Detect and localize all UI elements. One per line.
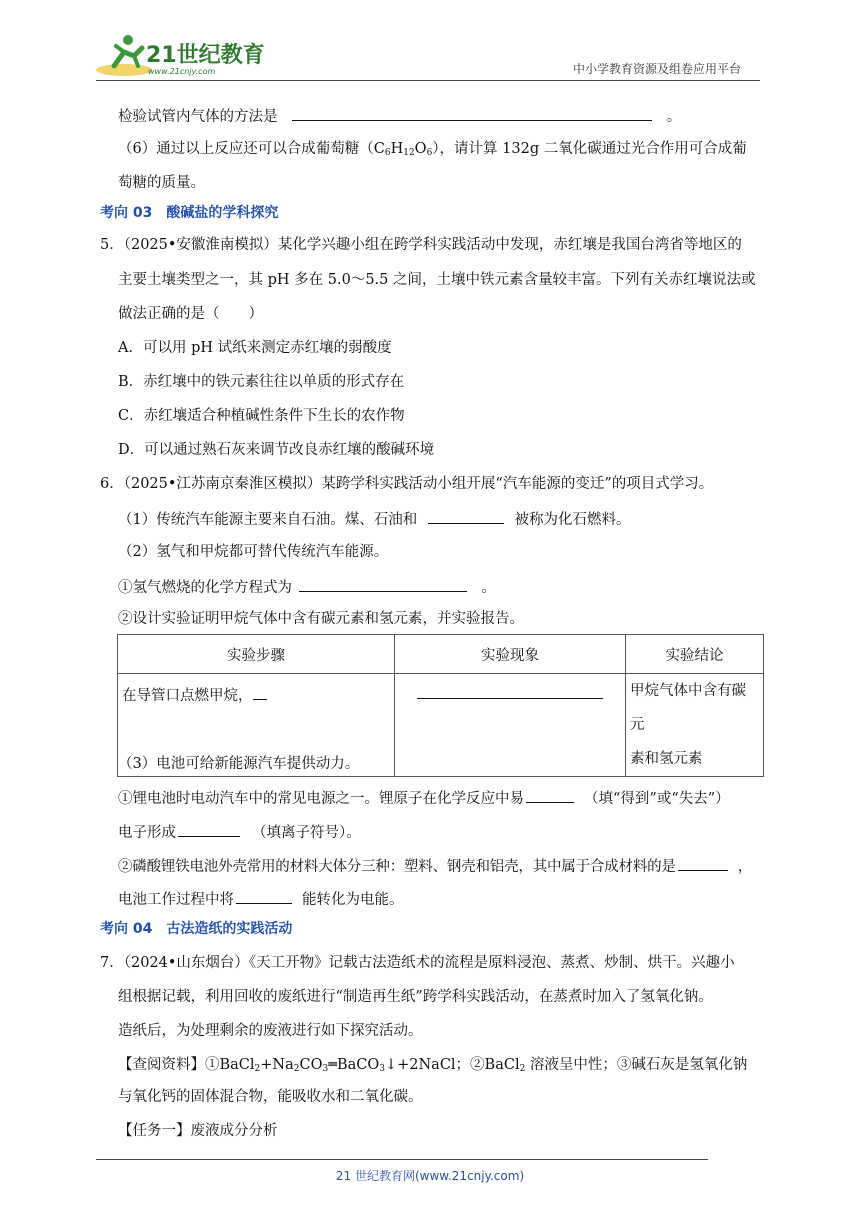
prev-question-part6	[118, 140, 747, 162]
logo-title: 21世纪教育	[146, 43, 264, 68]
q7-stem-line2: 组根据记载，利用回收的废纸进行“制造再生纸”跨学科实践活动，在蒸煮时加入了氢氧化钠。	[118, 989, 713, 1005]
q5-option-d[interactable]: D．可以通过熟石灰来调节改良赤红壤的酸碱环境	[118, 442, 435, 458]
table-cell-conclusion	[626, 674, 764, 777]
part6-text-a: （6）通过以上反应还可以合成葡萄糖（C	[118, 141, 385, 157]
answer-blank[interactable]	[292, 106, 652, 121]
subscript: 12	[403, 148, 415, 158]
answer-blank[interactable]	[253, 685, 267, 700]
q6-part3-2-comma: ，	[737, 859, 753, 875]
q6-part2-2: ②设计实验证明甲烷气体中含有碳元素和氢元素，并实验报告。	[118, 611, 524, 627]
part6-text-b: ），请计算 132g 二氧化碳通过光合作用可合成葡	[432, 141, 747, 157]
q7-reference-line1	[118, 1056, 747, 1078]
line-text: 检验试管内气体的方法是	[118, 109, 278, 125]
q6-part1-end: 被称为化石燃料。	[514, 512, 631, 528]
formula-part: H	[390, 141, 404, 157]
answer-blank[interactable]	[428, 509, 504, 524]
ref-text: CO	[299, 1057, 323, 1073]
table-header-cell: 实验结论	[626, 635, 764, 674]
table-header-cell: 实验步骤	[118, 635, 395, 674]
q6-part1	[118, 509, 630, 529]
q6-part3-1-text: ①锂电池时电动汽车中的常见电源之一。锂原子在化学反应中易	[118, 791, 524, 807]
subscript: 3	[322, 1064, 329, 1074]
q7-stem-line1: 7．（2024•山东烟台）《天工开物》记载古法造纸术的流程是原料浸泡、蒸煮、炒制、烘干。兴趣小	[100, 955, 735, 971]
q7-stem-line3: 造纸后，为处理剩余的废液进行如下探究活动。	[118, 1023, 423, 1039]
q6-part2-1-text: ①氢气燃烧的化学方程式为	[118, 580, 292, 596]
q6-part3-1-hint: （填“得到”或“失去”）	[584, 791, 730, 807]
ref-text: ↓+2NaCl；②BaCl	[384, 1057, 520, 1073]
section-heading-04: 考向 04 古法造纸的实践活动	[100, 921, 293, 937]
ref-text: 【查阅资料】①BaCl	[118, 1057, 255, 1073]
footer-link[interactable]: 21 世纪教育网(www.21cnjy.com)	[335, 1169, 525, 1183]
q5-option-a[interactable]: A．可以用 pH 试纸来测定赤红壤的弱酸度	[118, 340, 392, 356]
q5-stem-line1: 5．（2025•安徽淮南模拟）某化学兴趣小组在跨学科实践活动中发现，赤红壤是我国台湾省等地区的	[100, 237, 742, 253]
q6-part3: （3）电池可给新能源汽车提供动力。	[118, 756, 360, 772]
step-text: 在导管口点燃甲烷，	[122, 688, 253, 704]
subscript: 6	[426, 148, 433, 158]
formula-part: O	[414, 141, 427, 157]
ref-text: 溶液呈中性；③碱石灰是氢氧化钠	[525, 1057, 748, 1073]
q6-part1-text: （1）传统汽车能源主要来自石油。煤、石油和	[118, 512, 418, 528]
prev-question-line1	[118, 106, 681, 126]
answer-blank[interactable]	[236, 889, 292, 904]
subscript: 6	[384, 148, 391, 158]
section-heading-03: 考向 03 酸碱盐的学科探究	[100, 205, 279, 221]
q6-part3-1-line2	[118, 822, 361, 842]
runner-logo-icon	[94, 30, 264, 82]
table-header-row	[118, 635, 764, 674]
ref-text: +Na	[260, 1057, 294, 1073]
subscript: 2	[254, 1064, 261, 1074]
site-logo	[94, 30, 264, 82]
q5-stem-line3: 做法正确的是（ ）	[118, 306, 263, 322]
q6-part3-2-line2	[118, 889, 404, 909]
q5-stem-line2: 主要土壤类型之一，其 pH 多在 5.0～5.5 之间，土壤中铁元素含量较丰富。下列有关赤红壤说法或	[118, 272, 756, 288]
answer-blank[interactable]	[178, 822, 240, 837]
logo-url: www.21cnjy.com	[148, 67, 216, 76]
q7-reference-line2: 与氧化钙的固体混合物，能吸收水和二氧化碳。	[118, 1089, 423, 1105]
q6-stem: 6．（2025•江苏南京秦淮区模拟）某跨学科实践活动小组开展“汽车能源的变迁”的项目式学习。	[100, 476, 714, 492]
answer-blank[interactable]	[526, 788, 574, 803]
q6-part3-1-text2: 电子形成	[118, 825, 176, 841]
q6-part3-1-hint2: （填离子符号）。	[252, 825, 361, 841]
q5-option-b[interactable]: B．赤红壤中的铁元素往往以单质的形式存在	[118, 374, 405, 390]
conclusion-line1: 甲烷气体中含有碳元	[630, 683, 746, 733]
q5-option-c[interactable]: C．赤红壤适合种植碱性条件下生长的农作物	[118, 408, 405, 424]
table-cell-phenomenon	[395, 674, 626, 777]
subscript: 3	[379, 1064, 385, 1074]
answer-blank[interactable]	[417, 684, 603, 699]
answer-blank[interactable]	[678, 856, 728, 871]
answer-blank[interactable]	[299, 577, 467, 592]
q6-part2-1	[118, 577, 496, 597]
prev-question-line3: 萄糖的质量。	[118, 175, 205, 191]
q6-part3-2-line1	[118, 856, 752, 876]
q6-part3-2-text: ②磷酸锂铁电池外壳常用的材料大体分三种：塑料、钢壳和铝壳，其中属于合成材料的是	[118, 859, 676, 875]
conclusion-line2: 素和氢元素	[630, 751, 703, 767]
q6-part2: （2）氢气和甲烷都可替代传统汽车能源。	[118, 544, 389, 560]
q6-part2-1-end: 。	[481, 580, 496, 596]
q6-part3-1-line1	[118, 788, 730, 808]
subscript: 2	[519, 1064, 526, 1074]
subscript: 2	[293, 1064, 300, 1074]
footer-divider	[96, 1159, 708, 1160]
q6-part3-2-text2: 电池工作过程中将	[118, 892, 234, 908]
q7-task1-heading: 【任务一】废液成分分析	[118, 1123, 278, 1139]
ref-text: ═BaCO	[328, 1057, 380, 1073]
table-header-cell: 实验现象	[395, 635, 626, 674]
q6-part3-2-end: 能转化为电能。	[302, 892, 404, 908]
line-end: 。	[666, 109, 682, 125]
header-divider	[96, 80, 760, 81]
header-platform-name: 中小学教育资源及组卷应用平台	[573, 62, 742, 76]
